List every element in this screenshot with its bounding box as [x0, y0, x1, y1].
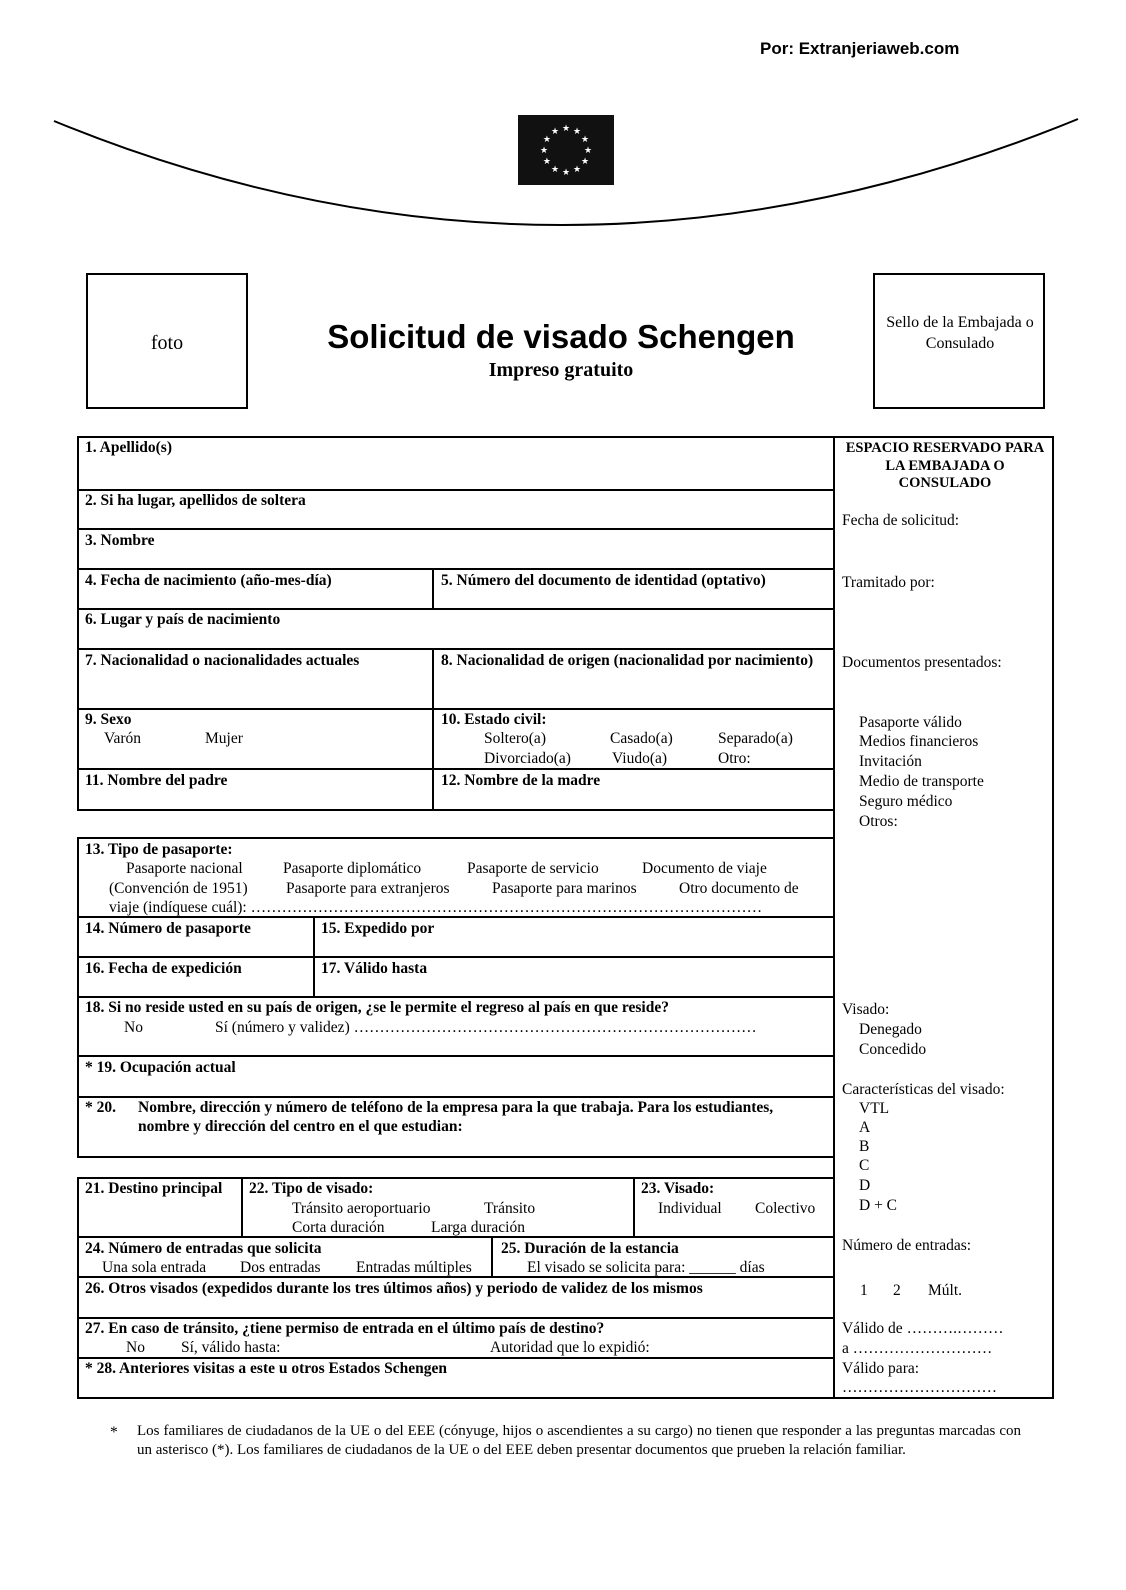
flag-star-icon: ★ — [581, 156, 590, 166]
field-20-number: * 20. — [85, 1099, 116, 1116]
flag-star-icon: ★ — [542, 156, 551, 166]
visa-type-airport-transit[interactable]: Tránsito aeroportuario — [292, 1200, 431, 1217]
flag-star-icon: ★ — [581, 134, 590, 144]
footnote-mark: * — [110, 1424, 118, 1441]
sidebar-entries-1: 1 — [860, 1282, 868, 1299]
field-4-birth-date: 4. Fecha de nacimiento (año-mes-día) — [85, 572, 332, 589]
sidebar-visa-features: Características del visado: — [842, 1081, 1005, 1098]
sidebar-valid-from: Válido de ……….……… — [842, 1320, 1004, 1337]
passport-type-diplomatic[interactable]: Pasaporte diplomático — [283, 860, 422, 877]
sidebar-processed-by: Tramitado por: — [842, 574, 935, 591]
form-subtitle: Impreso gratuito — [488, 359, 634, 381]
field-6-birth-place: 6. Lugar y país de nacimiento — [85, 611, 281, 628]
flag-star-icon: ★ — [572, 164, 582, 175]
transit-permit-no[interactable]: No — [126, 1339, 145, 1356]
sidebar-heading: ESPACIO RESERVADO PARA LA EMBAJADA O CONSULADO — [845, 440, 1045, 492]
field-1-surname: 1. Apellido(s) — [85, 439, 172, 456]
sidebar-valid-for: Válido para: — [842, 1360, 920, 1377]
civil-status-other[interactable]: Otro: — [718, 750, 751, 767]
field-7-nationality: 7. Nacionalidad o nacionalidades actuales — [85, 652, 360, 669]
sidebar-feature-d: D — [859, 1177, 871, 1194]
field-10-civil-status: 10. Estado civil: — [441, 711, 547, 728]
sidebar-application-date: Fecha de solicitud: — [842, 512, 960, 529]
stamp-box-label: Sello de la Embajada o Consulado — [886, 314, 1034, 352]
stamp-box — [873, 273, 1045, 409]
passport-type-travel-document[interactable]: Documento de viaje — [642, 860, 767, 877]
sex-option-male[interactable]: Varón — [104, 730, 142, 747]
field-22-visa-type: 22. Tipo de visado: — [249, 1180, 374, 1197]
visa-type-short-stay[interactable]: Corta duración — [292, 1219, 385, 1236]
visa-individual[interactable]: Individual — [658, 1200, 722, 1217]
sidebar-valid-to: a ……………………… — [842, 1340, 993, 1357]
field-17-valid-until: 17. Válido hasta — [321, 960, 428, 977]
sidebar-visa: Visado: — [842, 1001, 890, 1018]
field-18-return-permit: 18. Si no reside usted en su país de origen, ¿se le permite el regreso al país en que reside? — [85, 999, 669, 1016]
civil-status-divorced[interactable]: Divorciado(a) — [484, 750, 571, 767]
field-23-visa: 23. Visado: — [641, 1180, 715, 1197]
sex-option-female[interactable]: Mujer — [205, 730, 243, 747]
photo-box — [86, 273, 248, 409]
field-11-father-name: 11. Nombre del padre — [85, 772, 228, 789]
sidebar-feature-a: A — [859, 1119, 871, 1136]
passport-type-seamen[interactable]: Pasaporte para marinos — [492, 880, 637, 897]
passport-type-other[interactable]: Otro documento de — [679, 880, 799, 897]
field-16-issue-date: 16. Fecha de expedición — [85, 960, 242, 977]
civil-status-separated[interactable]: Separado(a) — [718, 730, 793, 747]
field-26-other-visas: 26. Otros visados (expedidos durante los tres últimos años) y periodo de validez de los mismos — [85, 1280, 703, 1297]
sidebar-doc-passport: Pasaporte válido — [859, 714, 962, 731]
sidebar-doc-others: Otros: — [859, 813, 898, 830]
form-title: Solicitud de visado Schengen — [327, 318, 795, 355]
sidebar-valid-for-dots: ………………………… — [842, 1379, 997, 1396]
sidebar-visa-denied: Denegado — [859, 1021, 922, 1038]
return-permit-yes[interactable]: Sí (número y validez) …………………………………………………………………… — [215, 1019, 757, 1036]
field-19-occupation: * 19. Ocupación actual — [85, 1059, 236, 1076]
transit-permit-yes-valid-until[interactable]: Sí, válido hasta: — [181, 1339, 281, 1356]
flag-star-icon: ★ — [561, 123, 571, 133]
field-12-mother-name: 12. Nombre de la madre — [441, 772, 601, 789]
flag-star-icon: ★ — [572, 125, 582, 136]
field-3-first-name: 3. Nombre — [85, 532, 155, 549]
flag-star-icon: ★ — [583, 145, 593, 155]
transit-permit-authority[interactable]: Autoridad que lo expidió: — [490, 1339, 650, 1356]
source-credit: Por: Extranjeriaweb.com — [760, 39, 960, 58]
field-20-employer: Nombre, dirección y número de teléfono de la empresa para la que trabaja. Para los estudiantes, nombre y dirección del centro en el que estudian: — [138, 1099, 774, 1136]
passport-type-service[interactable]: Pasaporte de servicio — [467, 860, 599, 877]
field-13-passport-type: 13. Tipo de pasaporte: — [85, 841, 233, 858]
sidebar-visa-granted: Concedido — [859, 1041, 927, 1058]
field-21-main-destination: 21. Destino principal — [85, 1180, 223, 1197]
footnote-text: Los familiares de ciudadanos de la UE o del EEE (cónyuge, hijos o ascendientes a su cargo) no tienen que responder a las preguntas marcadas con un asterisco (*). Los familiares de ciudadanos de la UE o del EEE deben presentar documentos que prueben la relación familiar. — [137, 1423, 1021, 1458]
field-28-previous-visits: * 28. Anteriores visitas a este u otros Estados Schengen — [85, 1360, 447, 1377]
field-14-passport-number: 14. Número de pasaporte — [85, 920, 251, 937]
field-8-nationality-origin: 8. Nacionalidad de origen (nacionalidad por nacimiento) — [441, 652, 814, 669]
sidebar-documents: Documentos presentados: — [842, 654, 1002, 671]
field-9-sex: 9. Sexo — [85, 711, 132, 728]
sidebar-feature-vtl: VTL — [859, 1100, 890, 1117]
passport-type-convention: (Convención de 1951) — [109, 880, 248, 897]
civil-status-widowed[interactable]: Viudo(a) — [612, 750, 668, 767]
sidebar-doc-insurance: Seguro médico — [859, 793, 953, 810]
visa-type-transit[interactable]: Tránsito — [484, 1200, 536, 1217]
flag-star-icon: ★ — [539, 145, 549, 155]
flag-star-icon: ★ — [542, 134, 551, 144]
photo-box-label: foto — [150, 332, 184, 354]
civil-status-married[interactable]: Casado(a) — [610, 730, 673, 747]
entries-multiple[interactable]: Entradas múltiples — [356, 1259, 472, 1276]
passport-type-foreigners[interactable]: Pasaporte para extranjeros — [286, 880, 450, 897]
eu-flag-icon — [518, 115, 614, 185]
entries-single[interactable]: Una sola entrada — [102, 1259, 207, 1276]
field-25-stay-duration: 25. Duración de la estancia — [501, 1240, 679, 1257]
field-15-issued-by: 15. Expedido por — [321, 920, 435, 937]
sidebar-feature-d-c: D + C — [859, 1197, 898, 1214]
sidebar-entries-multiple: Múlt. — [928, 1282, 963, 1299]
visa-type-long-stay[interactable]: Larga duración — [431, 1219, 525, 1236]
field-27-transit-permit: 27. En caso de tránsito, ¿tiene permiso de entrada en el último país de destino? — [85, 1320, 605, 1337]
civil-status-single[interactable]: Soltero(a) — [484, 730, 546, 747]
sidebar-entries: Número de entradas: — [842, 1237, 972, 1254]
sidebar-doc-financial: Medios financieros — [859, 733, 979, 750]
sidebar-feature-b: B — [859, 1138, 870, 1155]
stay-duration-days[interactable]: El visado se solicita para: ______ días — [527, 1259, 765, 1276]
sidebar-entries-2: 2 — [893, 1282, 901, 1299]
flag-star-icon: ★ — [550, 125, 560, 136]
flag-star-icon: ★ — [550, 164, 560, 175]
field-5-id-number: 5. Número del documento de identidad (optativo) — [441, 572, 766, 589]
visa-collective[interactable]: Colectivo — [755, 1200, 816, 1217]
sidebar-doc-transport: Medio de transporte — [859, 773, 984, 790]
sidebar-feature-c: C — [859, 1157, 870, 1174]
entries-double[interactable]: Dos entradas — [240, 1259, 321, 1276]
passport-type-other-specify[interactable]: viaje (indíquese cuál): ……………………………………………………………………………………… — [109, 899, 763, 916]
passport-type-national[interactable]: Pasaporte nacional — [126, 860, 243, 877]
field-2-maiden-name: 2. Si ha lugar, apellidos de soltera — [85, 492, 306, 509]
field-24-entries: 24. Número de entradas que solicita — [85, 1240, 322, 1257]
return-permit-no[interactable]: No — [124, 1019, 143, 1036]
sidebar-doc-invitation: Invitación — [859, 753, 922, 770]
flag-star-icon: ★ — [561, 167, 571, 177]
